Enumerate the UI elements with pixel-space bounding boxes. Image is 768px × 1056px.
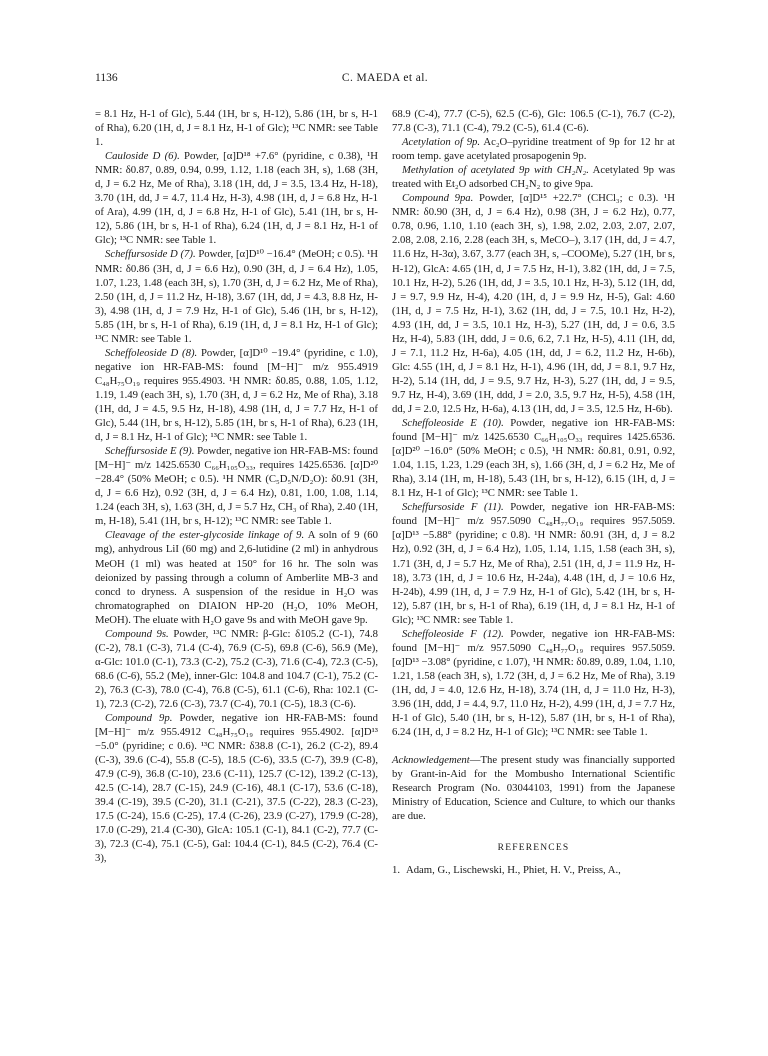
compound-entry	[95, 627, 378, 711]
entry-text: Powder, [α]D¹⁵ +22.7° (CHCl₃; c 0.3). ¹H NMR: δ0.90 (3H, d, J = 6.4 Hz), 0.98 (3H, J = 6.2 Hz), 0.77, 0.78, 0.96, 1.10, 1.10 (each 3H, s), 1.98, 2.02, 2.03, 2.07, 2.07, 2.08, 2.08, 2.16, 2.28 (each 3H, s, MeCO–), 3.17 (1H, dd, J = 4.7, 11.6 Hz, H-3α), 3.67, 3.77 (each 3H, s, –COOMe), 5.27 (1H, br s, H-12), GlcA: 4.65 (1H, d, J = 7.5 Hz, H-1), 3.82 (1H, dd, J = 7.5, 10.1 Hz, H-2), 5.26 (1H, dd, J = 3.5, 10.1 Hz, H-3), 5.12 (1H, dd, J = 9.7, 9.9 Hz, H-4), 4.20 (1H, d, J = 9.9 Hz, H-5), Gal: 4.60 (1H, d, J = 7.5 Hz, H-1), 3.62 (1H, dd, J = 7.5, 10.1 Hz, H-2), 4.93 (1H, dd, J = 3.5, 10.1 Hz, H-3), 5.27 (1H, dd, J = 0.6, 3.5 Hz, H-4), 5.83 (1H, ddd, J = 0.6, 6.2, 7.1 Hz, H-5), 4.11 (1H, dd, J = 7.1, 11.2 Hz, H-6a), 4.05 (1H, dd, J = 6.2, 11.2 Hz, H-6b), Glc: 4.55 (1H, d, J = 8.1 Hz, H-1), 4.96 (1H, dd, J = 8.1, 9.7 Hz, H-2), 5.14 (1H, dd, J = 9.5, 9.7 Hz, H-3), 5.27 (1H, dd, J = 9.5, 9.7 Hz, H-4), 3.69 (1H, ddd, J = 2.0, 3.5, 9.7 Hz, H-5), 4.58 (1H, dd, J = 2.0, 12.5 Hz, H-6a), 4.13 (1H, dd, J = 3.5, 12.5 Hz, H-6b).	[392, 192, 675, 415]
entry-text: Powder, negative ion HR-FAB-MS: found [M−H]⁻ m/z 957.5090 C₄₈H₇₇O₁₉ requires 957.5059. [α]D¹³ −3.08° (pyridine, c 1.07), ¹H NMR: δ0.89, 0.89, 1.04, 1.10, 1.21, 1.58 (each 3H, s), 1.72 (3H, d, J = 6.2 Hz, Me of Rha), 3.19 (1H, dd, J = 4.0, 12.6 Hz, H-18), 3.74 (1H, d, J = 11.0 Hz, H-3), 3.96 (1H, ddd, J = 4.4, 9.7, 11.0 Hz, H-2), 4.99 (1H, d, J = 7.7 Hz, H-1 of Glc), 5.40 (1H, br s, H-12), 5.87 (1H, br s, H-1 of Rha), 6.24 (1H, d, J = 8.2 Hz, H-1 of Glc); ¹³C NMR: see Table 1.	[392, 627, 675, 739]
entry-text: Powder, negative ion HR-FAB-MS: found [M−H]⁻ m/z 955.4912 C₄₈H₇₅O₁₉ requires 955.4902. [α]D¹³ −5.0° (pyridine; c 0.6). ¹³C NMR: δ38.8 (C-1), 26.2 (C-2), 89.4 (C-3), 39.6 (C-4), 55.8 (C-5), 18.5 (C-6), 33.5 (C-7), 39.9 (C-8), 47.9 (C-9), 36.8 (C-10), 23.6 (C-11), 125.7 (C-12), 139.2 (C-13), 42.5 (C-14), 28.7 (C-15), 24.9 (C-16), 48.1 (C-17), 53.6 (C-18), 39.4 (C-19), 39.5 (C-20), 31.1 (C-21), 37.5 (C-22), 28.3 (C-23), 17.5 (C-24), 15.6 (C-25), 17.4 (C-26), 23.9 (C-27), 179.9 (C-28), 17.0 (C-29), 21.4 (C-30), GlcA: 105.1 (C-1), 84.1 (C-2), 77.7 (C-3), 72.3 (C-4), 75.1 (C-5), Gal: 104.4 (C-1), 84.5 (C-2), 76.4 (C-3),	[95, 712, 378, 865]
entry-text: A soln of 9 (60 mg), anhydrous LiI (60 mg) and 2,6-lutidine (2 ml) in anhydrous MeOH (1 ml) was heated at 150° for 16 hr. The soln was deionized by passing through a column of Amberlite MB-3 and concd to dryness. A suspension of the residue in H₂O was chromatographed on DIAION HP-20 (H₂O, 10% MeOH, MeOH). The eluate with H₂O gave 9s and with MeOH gave 9p.	[95, 529, 378, 626]
compound-entry	[95, 711, 378, 866]
entry-lead: Cleavage of the ester-glycoside linkage of 9.	[105, 529, 305, 542]
acknowledgement-text: —The present study was financially supported by Grant-in-Aid for the Mombusho International Scientific Research Program (No. 03044103, 1991) from the Japanese Ministry of Education, Science and Culture, to which our thanks are due.	[392, 754, 675, 823]
reference-number: 1.	[392, 864, 401, 877]
entry-text: Powder, negative ion HR-FAB-MS: found [M−H]⁻ m/z 1425.6530 C₆₆H₁₀₅O₃₃, requires 1425.6536. [α]D²⁰ −28.4° (50% MeOH; c 0.5). ¹H NMR (C₅D₅N/D₂O): δ0.91 (3H, d, J = 6.6 Hz), 0.92 (3H, d, J = 6.4 Hz), 0.81, 1.00, 1.08, 1.14, 1.24 (each 3H, s), 1.63 (3H, d, J = 5.7 Hz, CH₃ of Rha), 2.40 (1H, m, H-18), 5.41 (1H, br s, H-12); ¹³C NMR: see Table 1.	[95, 445, 378, 528]
right-column	[392, 107, 675, 877]
compound-entry	[392, 135, 675, 163]
entry-lead: Methylation of acetylated 9p with CH₂N₂.	[402, 164, 589, 177]
compound-entry	[392, 163, 675, 191]
entry-text: 68.9 (C-4), 77.7 (C-5), 62.5 (C-6), Glc: 106.5 (C-1), 76.7 (C-2), 77.8 (C-3), 71.1 (C-4), 79.2 (C-5), 61.4 (C-6).	[392, 108, 675, 135]
compound-entry	[95, 149, 378, 247]
compound-entry	[392, 191, 675, 416]
entry-text: Ac₂O–pyridine treatment of 9p for 12 hr at room temp. gave acetylated prosapogenin 9p.	[392, 136, 675, 163]
entry-text: Powder, [α]D¹⁸ +7.6° (pyridine, c 0.38), ¹H NMR: δ0.87, 0.89, 0.94, 0.99, 1.12, 1.18 (each 3H, s), 1.68 (3H, d, J = 6.2 Hz, Me of Rha), 3.18 (1H, dd, J = 3.5, 13.4 Hz, H-18), 3.70 (1H, dd, J = 4.7, 11.4 Hz, H-3), 4.98 (1H, d, J = 6.8 Hz, H-1 of Ara), 4.99 (1H, d, J = 6.8 Hz, H-1 of Glc), 5.41 (1H, br s, H-12), 5.86 (1H, br s, H-1 of Rha), 6.24 (1H, d, J = 8.1 Hz, H-1 of Glc); ¹³C NMR: see Table 1.	[95, 150, 379, 247]
reference-text: Adam, G., Lischewski, H., Phiet, H. V., Preiss, A.,	[406, 864, 621, 877]
running-head: C. MAEDA et al.	[341, 72, 429, 84]
acknowledgement-lead: Acknowledgement	[392, 754, 470, 767]
compound-entry	[392, 627, 675, 739]
entry-text: = 8.1 Hz, H-1 of Glc), 5.44 (1H, br s, H-12), 5.86 (1H, br s, H-1 of Rha), 6.20 (1H, d, J = 8.1 Hz, H-1 of Glc); ¹³C NMR: see Table 1.	[95, 108, 378, 149]
acknowledgement	[392, 753, 675, 823]
entry-lead: Scheffoleoside E (10).	[402, 417, 504, 430]
compound-entry	[95, 247, 378, 345]
entry-text: Acetylated 9p was treated with Et₂O adsorbed CH₂N₂ to give 9pa.	[392, 164, 675, 191]
entry-lead: Scheffursoside F (11).	[402, 501, 504, 514]
compound-entry	[392, 416, 675, 500]
entry-text: Powder, negative ion HR-FAB-MS: found [M−H]⁻ m/z 1425.6530 C₆₆H₁₀₅O₃₃ requires 1425.6536. [α]D²⁰ −16.0° (50% MeOH; c 0.5), ¹H NMR: δ0.81, 0.91, 0.92, 1.04, 1.15, 1.23, 1.29 (each 3H, s), 1.66 (3H, d, J = 6.2 Hz, Me of Rha), 3.14 (1H, m, H-18), 5.43 (1H, br s, H-12), 6.15 (1H, d, J = 8.1 Hz, H-1 of Glc); ¹³C NMR: see Table 1.	[392, 417, 675, 500]
left-column	[95, 107, 378, 866]
entry-lead: Scheffoleoside F (12).	[402, 627, 504, 640]
continued-paragraph	[392, 107, 675, 135]
references-heading: REFERENCES	[497, 843, 570, 854]
page-number: 1136	[95, 72, 118, 84]
entry-lead: Cauloside D (6).	[105, 150, 180, 163]
compound-entry	[95, 346, 378, 444]
entry-lead: Acetylation of 9p.	[402, 136, 481, 149]
entry-lead: Compound 9s.	[105, 627, 169, 640]
entry-lead: Scheffursoside D (7).	[105, 248, 196, 261]
entry-lead: Scheffursoside E (9).	[105, 445, 195, 458]
right-column-entries	[392, 107, 675, 739]
entry-lead: Compound 9p.	[105, 712, 173, 725]
page-header	[95, 72, 675, 90]
entry-text: Powder, [α]D¹⁰ −19.4° (pyridine, c 1.0), negative ion HR-FAB-MS: found [M−H]⁻ m/z 955.4919 C₄₈H₇₅O₁₉ requires 955.4903. ¹H NMR: δ0.85, 0.88, 1.05, 1.12, 1.19, 1.49 (each 3H, s), 1.70 (3H, d, J = 6.2 Hz, Me of Rha), 3.18 (1H, dd, J = 4.5, 9.5 Hz, H-18), 4.98 (1H, d, J = 7.7 Hz, H-1 of Glc), 5.44 (1H, br s, H-12), 5.85 (1H, br s, H-1 of Rha), 6.23 (1H, d, J = 8.1 Hz, H-1 of Glc); ¹³C NMR: see Table 1.	[95, 346, 378, 444]
compound-entry	[95, 528, 378, 626]
entry-text: Powder, [α]D¹⁰ −16.4° (MeOH; c 0.5). ¹H NMR: δ0.86 (3H, d, J = 6.6 Hz), 0.90 (3H, d, J = 6.4 Hz), 1.05, 1.07, 1.23, 1.48 (each 3H, s), 1.70 (3H, d, J = 6.2 Hz, Me of Rha), 2.50 (1H, d, J = 11.2 Hz, H-18), 3.67 (1H, dd, J = 4.3, 8.8 Hz, H-3), 4.98 (1H, d, J = 7.9 Hz, H-1 of Glc), 5.46 (1H, br s, H-12), 5.85 (1H, br s, H-1 of Rha), 6.19 (1H, d, J = 8.1 Hz, H-1 of Glc); ¹³C NMR: see Table 1.	[95, 248, 379, 345]
compound-entry	[392, 500, 675, 626]
entry-lead: Scheffoleoside D (8).	[105, 346, 198, 359]
entry-text: Powder, negative ion HR-FAB-MS: found [M−H]⁻ m/z 957.5090 C₄₈H₇₇O₁₉ requires 957.5059. [α]D¹³ −5.88° (pyridine; c 0.8). ¹H NMR: δ0.91 (3H, d, J = 8.2 Hz), 0.92 (3H, d, J = 6.4 Hz), 1.05, 1.14, 1.15, 1.58 (each 3H, s), 1.71 (3H, d, J = 5.7 Hz, Me of Rha), 2.51 (1H, d, J = 11.9 Hz, H-18), 3.73 (1H, d, J = 10.6 Hz, H-24a), 4.48 (1H, d, J = 10.6 Hz, H-24b), 4.99 (1H, d, J = 7.9 Hz, H-1 of Glc), 5.42 (1H, br s, H-12), 5.87 (1H, br s, H-1 of Rha), 6.19 (1H, d, J = 8.1 Hz, H-1 of Glc); ¹³C NMR: see Table 1.	[392, 501, 675, 626]
reference-item	[392, 863, 675, 877]
references-list	[392, 863, 675, 877]
continued-paragraph	[95, 107, 378, 149]
compound-entry	[95, 444, 378, 528]
entry-text: Powder, ¹³C NMR: β-Glc: δ105.2 (C-1), 74.8 (C-2), 78.1 (C-3), 71.4 (C-4), 76.9 (C-5), 69.8 (C-6), 56.9 (Me), α-Glc: 101.0 (C-1), 73.3 (C-2), 75.2 (C-3), 71.6 (C-4), 72.3 (C-5), 68.6 (C-6), 55.2 (Me), inner-Glc: 104.8 and 104.7 (C-1), 75.2 (C-2), 76.3 (C-3), 78.0 (C-4), 76.8 (C-5), 61.1 (C-6), Rha: 102.1 (C-1), 72.3 (C-2), 72.6 (C-3), 73.7 (C-4), 70.1 (C-5), 18.3 (C-6).	[95, 627, 378, 710]
entry-lead: Compound 9pa.	[402, 192, 474, 205]
